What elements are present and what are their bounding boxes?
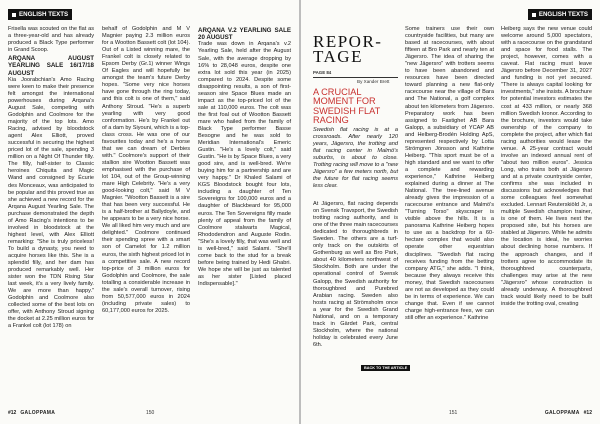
magazine-logo: GALOPPAMA (544, 410, 580, 416)
page-reference: PAGE 84 (313, 70, 332, 75)
title-line: TAGE (313, 47, 363, 66)
magazine-logo: GALOPPAMA (20, 410, 56, 416)
issue-number: #12 (8, 410, 17, 416)
left-page (0, 0, 299, 424)
page-number: 151 (449, 410, 458, 416)
right-column-2 (405, 26, 494, 322)
article-paragraph: At Jägersro, flat racing depends on Svensk Travsport, the Swedish trotting racing authority, and is one of the three main racecourses dedicated to thoroughbreds in Sweden. The others are a turf-only track on the outskirts of Gothenburg as well as Bro Park, about 40 kilometers northwest of Stockholm. Both are under the operational control of Svensk Galopp, the Swedish authority for thoroughbred and Purebred Arabian racing. Sweden also hosts racing at Strömsholm once a year for the Swedish Grand National, and on a temporary track in Gärdet Park, central Stockholm, where the national holiday is celebrated every June 6th. (313, 201, 398, 348)
footer-right (545, 410, 592, 416)
right-column-1 (313, 201, 398, 349)
back-to-article-link[interactable]: BACK TO THE ARTICLE (361, 365, 410, 371)
article-paragraph: Heiberg says the new venue could welcome around 5,000 spectators, with a racecourse on the grandstand and space for food stalls. The project, however, comes with a caveat. Flat racing must leave Jägersro before December 31, 2027 and funding is not yet secured. "There is always capital looking for investments," she insists. A brochure for potential investors estimates the cost at 433 million, or nearly 368 million Swedish kronor. According to the brochure, investors would take ownership of the company to complete the project, after which flat racing authorities would lease the venue. A 25-year contract would involve an indexed annual rent of "about two million euros". Jessica Long, who trains both at Jägersro and at a private countryside center, confirms she was included in discussions but acknowledges that some colleagues feel somewhat excluded. Lennart Reuterskiöld Jr, a multiple Swedish champion trainer, is one of them. He lives next the proposed site, but his horses are stabled at Jägersro. While he admits the location is ideal, he worries about declining horse numbers. If the approach changes, and if trotters agree to accommodate its thoroughbred counterparts, challenges may arise at the new "Jägersro" whose construction is already underway. A thoroughbred track would likely need to be built inside the trotting oval, creating (501, 26, 592, 307)
issue-number: #12 (583, 410, 592, 416)
sale-heading: ARQANA V.2 YEARLING SALE 20 AUGUST (198, 27, 291, 42)
section-tag-right (528, 9, 592, 20)
square-icon (12, 13, 16, 17)
article-headline: A CRUCIAL MOMENT FOR SWEDISH FLAT RACING (313, 87, 381, 126)
article-paragraph: Trade was down in Arqana's v.2 Yearling Sale, held after the August Sale, with the average dropping by 16% to 28,048 euros, despite one extra lot sold this year (in 2025) compared to 2024. Despite some disappointing results, a son of first-season sire Space Blues made an impact as the top-priced lot of the sale at 110,000 euros. The colt was the first foal out of Wootton Bassett mare who hailed from the family of Black Type performer Basse Besogne and he was sold to Meridian International's Emeric Gustin. "He's a lovely colt," said Gustin. "He is by Space Blues, a very good sire, and is well-bred. We're buying him for a partnership and are very happy." Dr Khaled Salami of KGS Bloodstock bought four lots, including a daughter of Ten Sovereigns for 100,000 euros and a daughter of Blackbeard for 95,000 euros. The Ten Sovereigns filly made plenty of appeal from the family of Coolmore stalwarts Magical, Rhododendron and Auguste Rodin. "She's a lovely filly, that was well and is well-bred," said Salami. "She'll come back to the stud for a break before being trained by Hedi Ghabri. We hope she will be just as talented as her sister [Listed placed Indispensable]." (198, 41, 291, 287)
page-number: 150 (146, 410, 155, 416)
title-rule (313, 77, 398, 78)
byline: By Xander Brett (357, 79, 390, 84)
footer-left (8, 410, 55, 416)
intro-paragraph: Frisella was scouted on the flat as a three-year-old and has already produced a Black Type performer in Grand Scoop. (8, 26, 94, 54)
section-tag-label: ENGLISH TEXTS (538, 11, 588, 18)
right-page (301, 0, 600, 424)
article-paragraph: Kia Joorabchian's Amo Racing were keen to make their presence felt amongst the international powerhouses during Arqana's August Sale, competing with Godolphin and Coolmore for the majority of the top lots. Amo Racing, advised by bloodstock agent Alex Elliott, proved successful in securing the highest priced lot of the sale, spending 3 million on a Night Of Thunder filly. The filly, half-sister to Classic heroines Chiquita and Magic Wand and consigned by Écurie des Monceaux, was anticipated to be popular and this proved true as she achieved a new record for the Arqana August Yearling Sale. The purchase demonstrated the depth of Amo Racing's intentions to be involved in bloodstock at the highest level, with Alex Elliott remarking: "She is truly priceless! To build a dynasty, you need to acquire horses like this. She is a splendid filly, and her dam has produced remarkably well. Her sister won the TDN Rising Star last week, it's a very lively family. We are more than happy." Godolphin and Coolmore also collected some of the best lots on offer, with Anthony Stroud signing the docket at 2.25 million euros for a Frankel colt (lot 178) on (8, 76, 94, 330)
section-tag-label: ENGLISH TEXTS (19, 11, 69, 18)
article-dek: Swedish flat racing is at a crossroads. After nearly 120 years, Jägersro, the trotting and flat racing center in Malmö's suburbs, is about to close. Trotting racing will move to a "new Jägersro" a few meters north, but the future for flat racing seems less clear. (313, 127, 398, 189)
article-paragraph: Some trainers use their own countryside facilities, but many are based at racecourses, with about fifteen at Bro Park and nearly ten at Jägersro. The idea of sharing the "new Jägersro" with trotters seems to have been abandoned and resources have been directed toward planning a new flat-only racecourse near the village of Bara and The National, a golf complex about ten kilometers from Jägersro. Preparatory work has been assigned to Fastighet AB Bara Galopp, a subsidiary of YCAP AB and Helberg-Brodén Holding ApS, represented respectively by Lotta Strömgren Jönsson and Kathrine Heiberg. "This sport must be of a high standard and we want to offer a complete and rewarding experience," Kathrine Heiberg explained during a dinner at The National. The tree-lined avenue already gives the impression of a racecourse entrance and Malmö's "Turning Torso" skyscraper is visible above the hills. It is a panorama Kathrine Heiberg hopes to use as a backdrop for a 60-hectare complex that would also operate other equestrian disciplines. "Swedish flat racing receives funding from the betting company ATG," she adds. "I think, because they always receive this money, that Swedish racecourses are not as developed as they could be in terms of experience. We can change that. Even if we cannot charge high-entrance fees, we can still offer an experience." Kathrine (405, 26, 494, 321)
square-icon (532, 13, 536, 17)
left-column-1 (8, 26, 94, 330)
left-column-2 (102, 26, 190, 315)
article-paragraph: behalf of Godolphin and M V Magnier paying 2.3 million euros for a Wootton Bassett colt (lot 104). Out of a Listed winning mare, the Frankel colt is closely related to Epsom Derby (Gr.1) winner Wings Of Eagles and will hopefully be amongst the team's future Derby hopes. "Some very nice horses have gone through the ring today, and this colt is one of them," said Anthony Stroud. "He's a superb yearling with very good conformation. He's by Frankel out of a dam by Siyouni, which is a top-class cross. He was one of our favourites today and he's a horse that we can dream of Derbies with." Coolmore's support of their stallion sire Wootton Bassett was emphasised with the purchase of lot 104, out of the Group-winning mare High Celebrity. "He's a very good-looking colt," said M V Magnier. "Wootton Bassett is a sire that has been very successful. He is a half-brother at Ballydoyle, and he appears to be a very nice horse. We all liked him very much and are delighted." Coolmore continued their spending spree with a smart son of Camelot for 1.2 million euros, the sixth highest priced lot in a competitive sale. A new record top-price of 3 million euros for Godolphin and Coolmore, the sale totalling a considerable increase in the sale's overall turnover, rising from 50,577,000 euros in 2024 (including private sales) to 60,177,000 euros for 2025. (102, 26, 190, 314)
section-tag-left (8, 9, 72, 20)
left-column-3 (198, 26, 291, 288)
section-title (313, 34, 382, 64)
sale-heading: ARQANA AUGUST YEARLING SALE 16/17/18 AUGUST (8, 55, 94, 77)
title-line: REPOR- (313, 32, 383, 51)
right-column-3 (501, 26, 592, 308)
